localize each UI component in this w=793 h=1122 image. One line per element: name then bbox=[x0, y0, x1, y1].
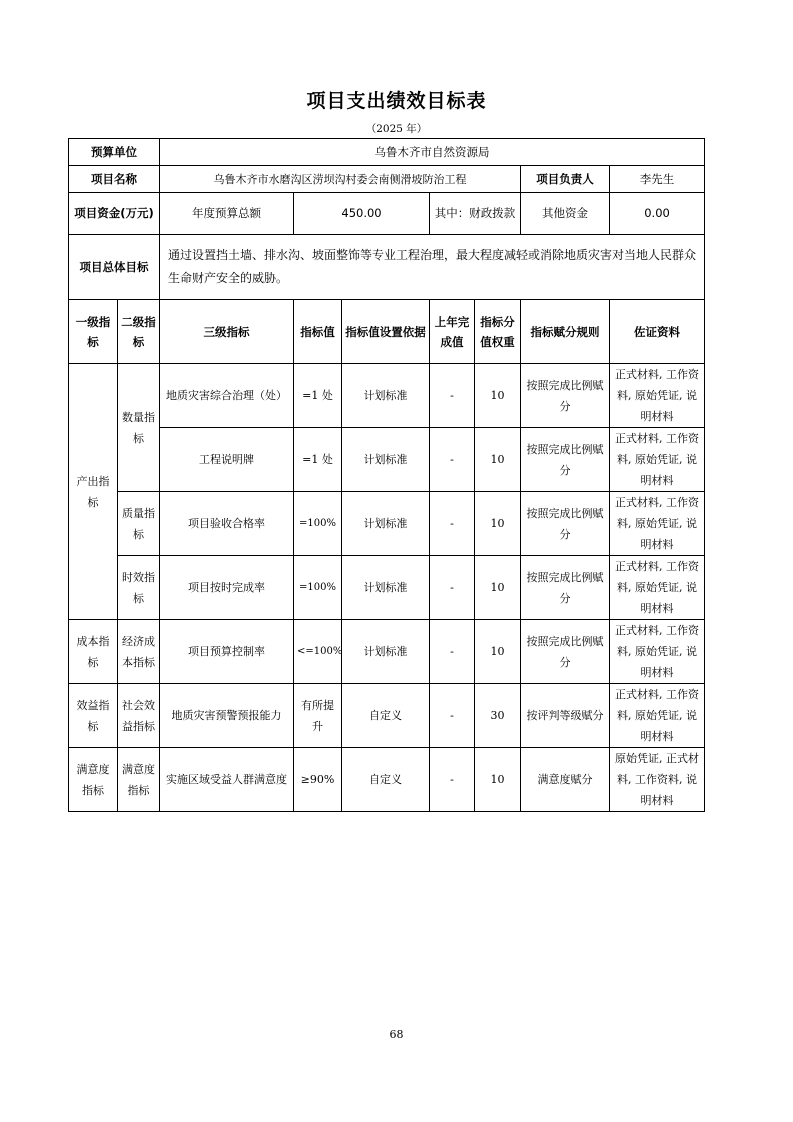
other-funds-label: 其他资金 bbox=[521, 193, 610, 235]
subgroup-satisfaction: 满意度指标 bbox=[118, 748, 160, 812]
indicator-evidence: 正式材料, 工作资料, 原始凭证, 说明材料 bbox=[610, 364, 705, 428]
project-name-label: 项目名称 bbox=[69, 166, 160, 193]
indicator-weight: 10 bbox=[475, 748, 521, 812]
indicator-evidence: 正式材料, 工作资料, 原始凭证, 说明材料 bbox=[610, 492, 705, 556]
subgroup-quality: 质量指标 bbox=[118, 492, 160, 556]
group-satisfaction: 满意度指标 bbox=[69, 748, 118, 812]
annual-budget-value: 450.00 bbox=[294, 193, 430, 235]
indicator-name: 实施区域受益人群满意度 bbox=[160, 748, 294, 812]
project-funds-label: 项目资金(万元) bbox=[69, 193, 160, 235]
header-level2: 二级指标 bbox=[118, 300, 160, 364]
project-name-row bbox=[69, 166, 705, 193]
indicator-evidence: 原始凭证, 正式材料, 工作资料, 说明材料 bbox=[610, 748, 705, 812]
budget-unit-value: 乌鲁木齐市自然资源局 bbox=[160, 139, 705, 166]
indicator-weight: 10 bbox=[475, 556, 521, 620]
indicator-evidence: 正式材料, 工作资料, 原始凭证, 说明材料 bbox=[610, 556, 705, 620]
indicator-basis: 计划标准 bbox=[342, 556, 430, 620]
header-rule: 指标赋分规则 bbox=[521, 300, 610, 364]
header-level1: 一级指标 bbox=[69, 300, 118, 364]
indicator-value: =1 处 bbox=[294, 364, 342, 428]
indicator-rule: 按照完成比例赋分 bbox=[521, 620, 610, 684]
table-row bbox=[69, 428, 705, 492]
indicator-header-row bbox=[69, 300, 705, 364]
indicator-name: 地质灾害综合治理（处） bbox=[160, 364, 294, 428]
table-row bbox=[69, 364, 705, 428]
indicator-basis: 自定义 bbox=[342, 684, 430, 748]
indicator-weight: 10 bbox=[475, 428, 521, 492]
indicator-name: 项目验收合格率 bbox=[160, 492, 294, 556]
header-level3: 三级指标 bbox=[160, 300, 294, 364]
header-weight: 指标分值权重 bbox=[475, 300, 521, 364]
indicator-value: <=100% bbox=[294, 620, 342, 684]
subgroup-timeliness: 时效指标 bbox=[118, 556, 160, 620]
indicator-last-year: - bbox=[430, 556, 475, 620]
fiscal-allocation-label: 其中：财政拨款 bbox=[430, 193, 521, 235]
indicator-rule: 按照完成比例赋分 bbox=[521, 364, 610, 428]
indicator-rule: 按评判等级赋分 bbox=[521, 684, 610, 748]
indicator-basis: 计划标准 bbox=[342, 428, 430, 492]
project-funds-row bbox=[69, 193, 705, 235]
indicator-last-year: - bbox=[430, 748, 475, 812]
indicator-value: ≥90% bbox=[294, 748, 342, 812]
indicator-name: 地质灾害预警预报能力 bbox=[160, 684, 294, 748]
subgroup-quantity: 数量指标 bbox=[118, 364, 160, 492]
subgroup-economic-cost: 经济成本指标 bbox=[118, 620, 160, 684]
project-leader-value: 李先生 bbox=[610, 166, 705, 193]
indicator-rule: 按照完成比例赋分 bbox=[521, 556, 610, 620]
indicator-weight: 30 bbox=[475, 684, 521, 748]
indicator-basis: 自定义 bbox=[342, 748, 430, 812]
header-evidence: 佐证资料 bbox=[610, 300, 705, 364]
indicator-last-year: - bbox=[430, 364, 475, 428]
page-number: 68 bbox=[389, 1028, 404, 1041]
indicator-name: 工程说明牌 bbox=[160, 428, 294, 492]
indicator-last-year: - bbox=[430, 620, 475, 684]
page-title: 项目支出绩效目标表 bbox=[306, 90, 487, 112]
indicator-weight: 10 bbox=[475, 364, 521, 428]
indicator-value: =100% bbox=[294, 492, 342, 556]
table-row bbox=[69, 748, 705, 812]
header-basis: 指标值设置依据 bbox=[342, 300, 430, 364]
group-cost: 成本指标 bbox=[69, 620, 118, 684]
indicator-evidence: 正式材料, 工作资料, 原始凭证, 说明材料 bbox=[610, 684, 705, 748]
group-output: 产出指标 bbox=[69, 364, 118, 620]
performance-target-table bbox=[68, 138, 705, 812]
indicator-rule: 按照完成比例赋分 bbox=[521, 492, 610, 556]
indicator-last-year: - bbox=[430, 428, 475, 492]
table-row bbox=[69, 556, 705, 620]
table-row bbox=[69, 620, 705, 684]
indicator-weight: 10 bbox=[475, 492, 521, 556]
header-value: 指标值 bbox=[294, 300, 342, 364]
overall-goal-row bbox=[69, 235, 705, 300]
other-funds-value: 0.00 bbox=[610, 193, 705, 235]
indicator-evidence: 正式材料, 工作资料, 原始凭证, 说明材料 bbox=[610, 620, 705, 684]
indicator-value: =1 处 bbox=[294, 428, 342, 492]
subgroup-social-benefit: 社会效益指标 bbox=[118, 684, 160, 748]
indicator-weight: 10 bbox=[475, 620, 521, 684]
indicator-value: =100% bbox=[294, 556, 342, 620]
overall-goal-label: 项目总体目标 bbox=[69, 235, 160, 300]
indicator-name: 项目预算控制率 bbox=[160, 620, 294, 684]
indicator-basis: 计划标准 bbox=[342, 492, 430, 556]
indicator-basis: 计划标准 bbox=[342, 620, 430, 684]
group-benefit: 效益指标 bbox=[69, 684, 118, 748]
budget-unit-row bbox=[69, 139, 705, 166]
indicator-value: 有所提升 bbox=[294, 684, 342, 748]
indicator-evidence: 正式材料, 工作资料, 原始凭证, 说明材料 bbox=[610, 428, 705, 492]
indicator-rule: 按照完成比例赋分 bbox=[521, 428, 610, 492]
table-row bbox=[69, 684, 705, 748]
project-name-value: 乌鲁木齐市水磨沟区涝坝沟村委会南侧滑坡防治工程 bbox=[160, 166, 521, 193]
indicator-basis: 计划标准 bbox=[342, 364, 430, 428]
overall-goal-text: 通过设置挡土墙、排水沟、坡面整饰等专业工程治理，最大程度减轻或消除地质灾害对当地人民群众生命财产安全的威胁。 bbox=[160, 235, 705, 300]
indicator-name: 项目按时完成率 bbox=[160, 556, 294, 620]
project-leader-label: 项目负责人 bbox=[521, 166, 610, 193]
annual-budget-label: 年度预算总额 bbox=[160, 193, 294, 235]
budget-unit-label: 预算单位 bbox=[69, 139, 160, 166]
indicator-last-year: - bbox=[430, 684, 475, 748]
indicator-rule: 满意度赋分 bbox=[521, 748, 610, 812]
header-last-year: 上年完成值 bbox=[430, 300, 475, 364]
indicator-last-year: - bbox=[430, 492, 475, 556]
table-row bbox=[69, 492, 705, 556]
year-label: （2025 年） bbox=[365, 123, 428, 135]
